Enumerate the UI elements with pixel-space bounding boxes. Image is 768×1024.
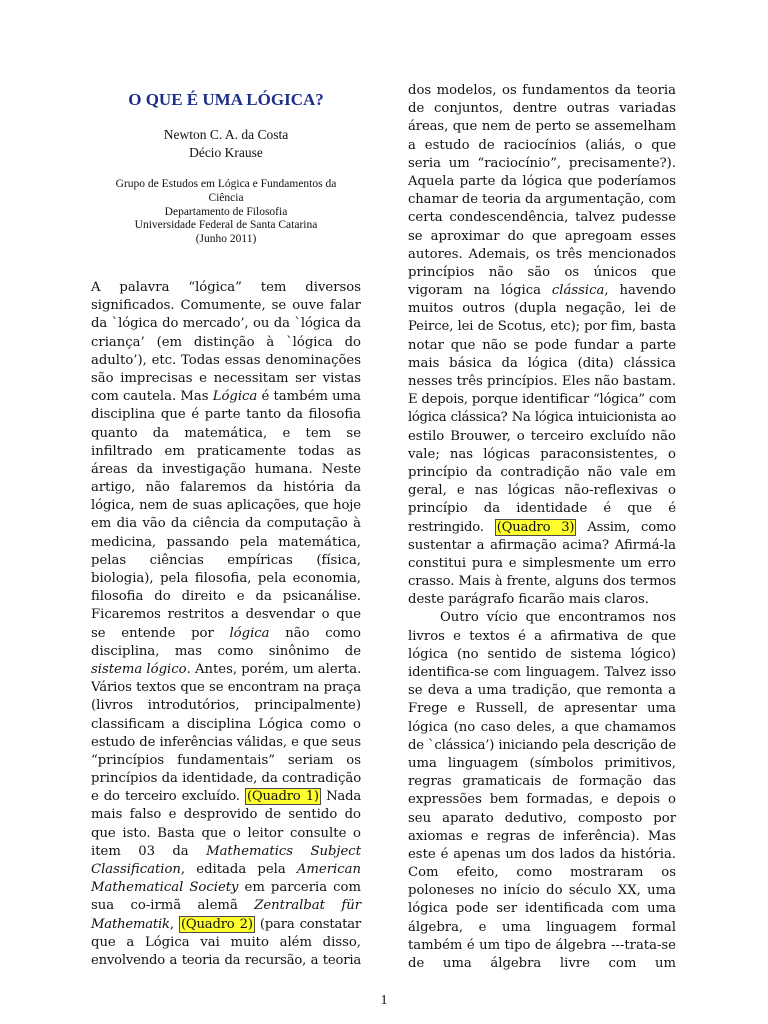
text-run: álgebra, e uma linguagem formal <box>408 919 676 935</box>
affiliation-line: Departamento de Filosofia <box>164 205 288 218</box>
text-run: este é apenas um dos lados da história. <box>408 846 676 862</box>
text-run: se entende por <box>91 625 230 641</box>
text-run: Aquela parte da lógica que poderíamos <box>408 173 676 189</box>
text-line <box>408 118 676 136</box>
text-run: mais falso e desprovido de sentido do <box>91 807 361 823</box>
italic-term: Mathematical Society <box>91 880 239 896</box>
text-line <box>408 864 676 882</box>
text-run: lógica, nem de suas aplicações, que hoje <box>91 498 361 514</box>
text-line <box>91 315 361 333</box>
text-run: envolvendo a teoria da recursão, a teoria <box>91 952 361 968</box>
text-line <box>408 919 676 937</box>
text-run: que a Lógica vai muito além disso, <box>91 934 361 950</box>
text-line <box>408 737 676 755</box>
text-line <box>408 955 676 973</box>
text-run: pelas ciências empíricas (física, <box>91 552 361 568</box>
text-run: infiltrado em praticamente todas as <box>91 443 361 459</box>
text-line <box>408 409 676 427</box>
text-run: axiomas e regras de inferência). Mas <box>408 828 676 844</box>
document-title: O QUE É UMA LÓGICA? <box>128 90 324 109</box>
text-line <box>91 588 361 606</box>
text-line <box>91 406 361 424</box>
text-run: crasso. Mais à frente, alguns dos termos <box>408 574 676 590</box>
text-run: “princípios fundamentais” seriam os <box>91 752 361 768</box>
text-run: princípios da identidade, da contradição <box>91 771 362 787</box>
author-list <box>91 126 361 162</box>
text-run: seu aparato dedutivo, composto por <box>408 810 676 826</box>
text-line <box>408 264 676 282</box>
italic-term: clássica <box>551 283 605 299</box>
text-run: áreas da investigação humana. Neste <box>91 461 361 477</box>
text-line <box>91 570 361 588</box>
line-with-marker <box>91 916 361 934</box>
text-run: Com efeito, como mostraram os <box>408 865 676 881</box>
text-line <box>91 861 361 879</box>
text-run: sua co-irmã alemã <box>91 898 255 914</box>
text-run: Assim, como <box>576 519 676 535</box>
text-line <box>91 425 361 443</box>
text-line <box>408 464 676 482</box>
text-line <box>91 934 361 952</box>
text-run: livros e textos é a afirmativa de que <box>408 628 676 644</box>
text-run: vale; nas lógicas paraconsistentes, o <box>408 446 676 462</box>
text-run: Outro vício que encontramos nos <box>440 610 676 626</box>
text-run: dos modelos, os fundamentos da teoria <box>408 83 676 98</box>
text-line <box>91 461 361 479</box>
text-line <box>91 297 361 315</box>
text-line <box>408 100 676 118</box>
text-line <box>408 82 676 100</box>
text-line <box>408 882 676 900</box>
text-line <box>91 716 361 734</box>
text-run: lógica pode ser identificada com uma <box>408 901 676 917</box>
text-line <box>408 628 676 646</box>
text-line <box>408 664 676 682</box>
text-line <box>91 897 361 915</box>
text-run: princípio da contradição não vale em <box>408 464 676 480</box>
text-line <box>408 591 676 609</box>
text-run: biologia), pela filosofia, pela economia, <box>91 571 361 586</box>
text-run: em dia vão da ciência da computação à <box>91 516 361 532</box>
text-run: não como <box>269 625 361 641</box>
text-line <box>408 137 676 155</box>
text-line <box>408 228 676 246</box>
text-line <box>91 497 361 515</box>
left-body-text <box>91 279 361 970</box>
text-line <box>91 352 361 370</box>
text-run: quanto da matemática, e tem se <box>91 425 361 441</box>
text-line <box>408 246 676 264</box>
text-line <box>408 446 676 464</box>
text-line <box>408 173 676 191</box>
text-line <box>408 755 676 773</box>
line-with-marker <box>91 788 361 806</box>
text-line <box>408 719 676 737</box>
text-line <box>408 810 676 828</box>
text-run: autores. Ademais, os três mencionados <box>408 246 676 262</box>
text-run: expressões bem formadas, e depois o <box>408 792 676 808</box>
text-run: sustentar a afirmação acima? Afirmá-la <box>408 537 676 553</box>
text-line <box>91 515 361 533</box>
text-run: poloneses no início do século XX, uma <box>408 883 676 899</box>
text-run: são imprecisas e necessitam ser vistas <box>91 370 361 386</box>
text-line <box>91 443 361 461</box>
text-line <box>408 773 676 791</box>
text-line <box>408 791 676 809</box>
text-line <box>408 209 676 227</box>
text-line <box>408 428 676 446</box>
text-line <box>408 900 676 918</box>
text-line <box>408 573 676 591</box>
text-run: muitos outros (dupla negação, lei de <box>408 301 676 317</box>
italic-term: Mathematik <box>91 916 170 932</box>
text-run: disciplina que é parte tanto da filosofia <box>91 407 361 423</box>
text-run: seria um “raciocínio”, precisamente?). <box>408 155 676 171</box>
text-run: (livros introdutórios, principalmente) <box>91 698 361 714</box>
text-run: lógica (no sentido de sistema lógico) <box>408 646 676 662</box>
text-run: lógica clássica? Na lógica intuicionista ao <box>408 410 676 426</box>
text-line <box>91 479 361 497</box>
text-run: , <box>169 916 179 932</box>
text-line <box>408 155 676 173</box>
text-line <box>91 643 361 661</box>
text-line <box>408 846 676 864</box>
text-run: nesses três princípios. Eles não bastam. <box>408 374 676 389</box>
text-run: a estudo de raciocínios (aliás, o que <box>408 137 676 153</box>
author-name: Décio Krause <box>189 145 263 160</box>
text-line <box>408 391 676 409</box>
text-line <box>91 388 361 406</box>
affiliation-line: Ciência <box>208 191 244 204</box>
author-name: Newton C. A. da Costa <box>163 127 289 142</box>
text-line <box>408 337 676 355</box>
text-run: com cautela. Mas <box>91 389 213 405</box>
text-line <box>91 843 361 861</box>
text-run: também é um tipo de álgebra ---trata-se <box>408 937 676 953</box>
text-line <box>91 825 361 843</box>
text-line <box>91 279 361 297</box>
text-line <box>91 606 361 624</box>
text-line <box>408 700 676 718</box>
text-run: classificam a disciplina Lógica como o <box>91 716 361 732</box>
text-line <box>91 679 361 697</box>
affiliation-line: Grupo de Estudos em Lógica e Fundamentos da <box>115 178 337 190</box>
text-line <box>91 752 361 770</box>
text-run: , havendo <box>604 283 676 299</box>
text-run: restringido. <box>408 519 495 535</box>
italic-term: lógica <box>229 625 270 641</box>
text-run: princípios não são os únicos que <box>408 264 676 280</box>
text-line <box>408 682 676 700</box>
text-line <box>91 661 361 679</box>
text-run: Ficaremos restritos a desvendar o que <box>91 607 361 623</box>
text-line <box>408 500 676 518</box>
text-run: que isto. Basta que o leitor consulte o <box>91 825 361 841</box>
text-line <box>408 300 676 318</box>
text-line <box>91 552 361 570</box>
text-run: deste parágrafo ficarão mais claros. <box>408 592 649 608</box>
text-line <box>408 555 676 573</box>
text-line <box>91 697 361 715</box>
quadro-reference-highlight: (Quadro 1) <box>246 789 319 805</box>
text-run: em parceria com <box>238 880 361 896</box>
italic-term: Classification <box>91 862 181 877</box>
text-run: medicina, passando pela matemática, <box>91 534 361 550</box>
text-line <box>91 879 361 897</box>
text-line <box>91 806 361 824</box>
italic-term: American <box>296 862 361 877</box>
text-line <box>408 482 676 500</box>
text-run: notar que não se pode fundar a parte <box>408 337 676 353</box>
quadro-reference-highlight: (Quadro 3) <box>496 519 575 535</box>
line-with-marker <box>408 519 676 537</box>
text-run: princípio da identidade é que é <box>408 501 676 517</box>
text-run: da `lógica do mercado’, ou da `lógica da <box>91 316 361 332</box>
text-run: significados. Comumente, se ouve falar <box>91 298 361 314</box>
text-line <box>91 370 361 388</box>
text-run: adulto’), etc. Todas essas denominações <box>91 352 361 368</box>
text-run: de `clássica’) iniciando pela descrição de <box>408 737 676 753</box>
text-line <box>408 191 676 209</box>
text-run: criança’ (em distinção à `lógica do <box>91 334 361 350</box>
text-run: áreas, que nem de perto se assemelham <box>408 119 676 135</box>
italic-term: Zentralbat für <box>254 898 361 914</box>
text-line <box>91 952 361 970</box>
text-run: item 03 da <box>91 843 207 859</box>
italic-term: Lógica <box>212 389 258 405</box>
text-run: e do terceiro excluído. <box>91 789 245 805</box>
text-run: se aproximar do que apregoam esses <box>408 228 676 244</box>
text-run: geral, e nas lógicas não-reflexivas o <box>408 483 676 499</box>
text-run: . Antes, porém, um alerta. <box>186 661 362 677</box>
text-run: Vários textos que se encontram na praça <box>91 680 361 696</box>
text-line <box>408 282 676 300</box>
text-run: E depois, porque identificar “lógica” com <box>408 392 677 408</box>
text-run: (para constatar <box>254 916 362 932</box>
text-line <box>408 537 676 555</box>
text-run: A palavra “lógica” tem diversos <box>91 280 361 295</box>
affiliation-date: (Junho 2011) <box>195 233 257 246</box>
text-run: identifica-se com linguagem. Talvez isso <box>408 665 676 680</box>
quadro-reference-highlight: (Quadro 2) <box>180 916 253 932</box>
text-line <box>408 318 676 336</box>
text-line <box>408 609 676 627</box>
text-line <box>408 355 676 373</box>
text-run: Frege e Russell, de apresentar uma <box>408 701 676 717</box>
right-body-text <box>408 82 676 973</box>
text-line <box>91 334 361 352</box>
italic-term: sistema lógico <box>91 661 187 677</box>
text-run: Peirce, lei de Scotus, etc); por fim, basta <box>408 319 676 335</box>
text-run: é também uma <box>257 389 361 405</box>
text-run: lógica (no caso deles, a que chamamos <box>408 719 676 735</box>
text-run: estudo de inferências válidas, e que seus <box>91 734 361 750</box>
text-run: regras gramaticais de formação das <box>408 774 676 790</box>
text-line <box>91 770 361 788</box>
text-line <box>91 534 361 552</box>
text-run: Nada <box>320 789 361 805</box>
text-run: vigoram na lógica <box>408 283 552 299</box>
text-run: certa condescendência, talvez pudesse <box>408 210 676 226</box>
text-line <box>408 373 676 391</box>
affiliation-block <box>91 178 361 247</box>
text-run: se deva a uma tradição, que remonta a <box>408 683 676 699</box>
text-line <box>91 734 361 752</box>
text-run: , editada pela <box>180 862 297 877</box>
text-line <box>408 937 676 955</box>
text-run: filosofia do direito e da psicanálise. <box>91 589 361 605</box>
italic-term: Mathematics Subject <box>206 843 361 859</box>
text-line <box>408 646 676 664</box>
text-line <box>408 828 676 846</box>
text-run: disciplina, mas como sinônimo de <box>91 643 361 659</box>
text-run: de uma álgebra livre com um <box>408 956 676 971</box>
text-line <box>91 625 361 643</box>
text-run: chamar de teoria da argumentação, com <box>408 192 676 208</box>
text-run: uma linguagem (símbolos primitivos, <box>408 755 676 771</box>
affiliation-line: Universidade Federal de Santa Catarina <box>134 219 318 232</box>
text-run: constitui pura e simplesmente um erro <box>408 555 676 571</box>
text-run: de conjuntos, dentre outras variadas <box>408 101 676 117</box>
text-run: estilo Brouwer, o terceiro excluído não <box>408 428 676 444</box>
text-run: artigo, não falaremos da história da <box>91 480 361 496</box>
text-run: mais básica da lógica (dita) clássica <box>408 355 676 371</box>
page-number: 1 <box>380 993 388 1008</box>
